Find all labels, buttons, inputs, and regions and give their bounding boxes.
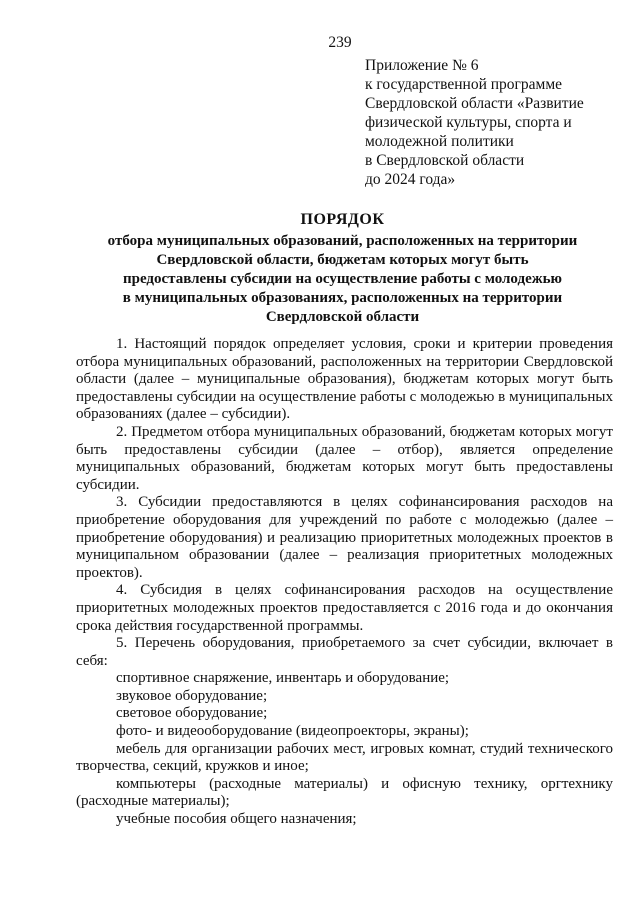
list-item: световое оборудование; [116,705,268,722]
subtitle-line: в муниципальных образованиях, расположенных на территории [122,290,563,306]
document-body [76,336,613,829]
document-title: ПОРЯДОК [300,211,385,228]
appendix-line: Свердловской области «Развитие [365,95,584,112]
subtitle-line: отбора муниципальных образований, расположенных на территории [107,233,578,249]
appendix-line: к государственной программе [365,76,563,93]
appendix-block [365,56,625,189]
list-item: мебель для организации рабочих мест, игровых комнат, студий технического творчества, секций, кружков и иное; [76,740,613,775]
list-item: компьютеры (расходные материалы) и офисную технику, оргтехнику (расходные материалы); [76,775,613,810]
subtitle-line: Свердловской области [265,309,420,325]
list-item: фото- и видеооборудование (видеопроекторы, экраны); [116,723,469,740]
document-subtitle [70,232,615,327]
paragraph-3: 3. Субсидии предоставляются в целях софинансирования расходов на приобретение оборудования для учреждений по работе с молодежью (далее – приобретение оборудования) и реализацию приоритетных молодежных проектов в муниципальном образовании (далее – реализация приоритетных молодежных проектов). [76,494,613,581]
appendix-line: Приложение № 6 [365,57,479,74]
paragraph-4: 4. Субсидия в целях софинансирования расходов на осуществление приоритетных молодежных проектов предоставляется с 2016 года и до окончания срока действия государственной программы. [76,582,613,634]
paragraph-5: 5. Перечень оборудования, приобретаемого за счет субсидии, включает в себя: [76,635,613,669]
list-item: учебные пособия общего назначения; [116,811,357,828]
appendix-line: до 2024 года» [365,171,456,188]
subtitle-line: предоставлены субсидии на осуществление работы с молодежью [122,271,563,287]
paragraph-2: 2. Предметом отбора муниципальных образований, бюджетам которых могут быть предоставлены субсидии (далее – отбор), является определение муниципальных образований, бюджетам которых могут быть предоставлены субсидии. [76,423,613,493]
list-item: звуковое оборудование; [116,687,268,704]
paragraph-1: 1. Настоящий порядок определяет условия, сроки и критерии проведения отбора муниципальных образований, расположенных на территории Свердловской области (далее – муниципальные образования), бюджетам которых могут быть предоставлены субсидии на осуществление работы с молодежью в муниципальных образованиях (далее – субсидии). [76,336,613,423]
appendix-line: молодежной политики [365,133,514,150]
list-item: спортивное снаряжение, инвентарь и оборудование; [116,670,450,687]
appendix-line: в Свердловской области [365,152,525,169]
subtitle-line: Свердловской области, бюджетам которых могут быть [156,252,529,268]
appendix-line: физической культуры, спорта и [365,114,572,131]
page-number: 239 [328,34,352,51]
